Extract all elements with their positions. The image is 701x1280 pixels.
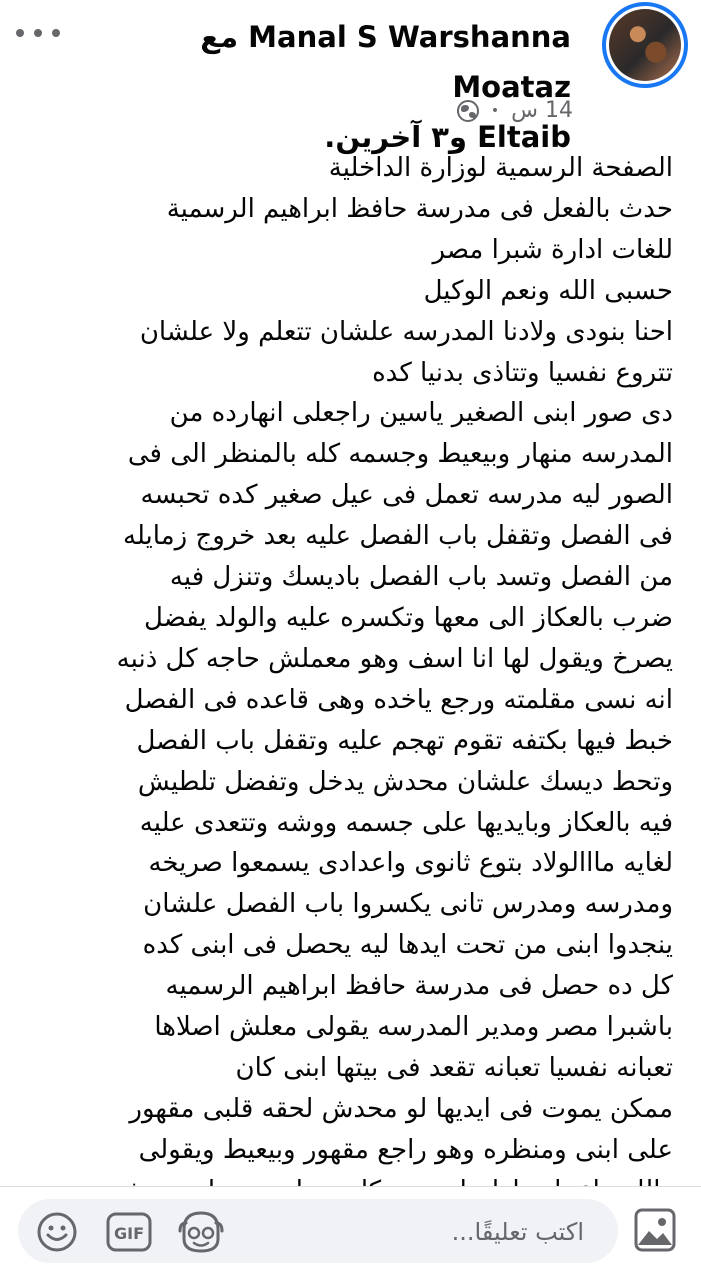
meta-separator: • (490, 102, 500, 119)
gif-icon[interactable] (106, 1211, 152, 1253)
post-line: وتحط ديسك علشان محدش يدخل وتفضل تلطيش (137, 766, 673, 797)
post-line: لغايه مااالولاد بتوع ثانوى واعدادى يسمعوا صريخه (148, 848, 673, 879)
post-line: ممكن يموت فى ايديها لو محدش لحقه قلبى مقهور (129, 1093, 673, 1124)
gif-label: GIF (113, 1224, 145, 1243)
post-line: فيه بالعكاز وبايديها على جسمه ووشه وتتعدى عليه (139, 807, 673, 838)
author-avatar[interactable] (602, 2, 688, 88)
photo-icon[interactable] (631, 1205, 679, 1255)
title-line-1[interactable]: Manal S Warshanna مع Moataz (200, 20, 571, 104)
more-dot-icon (52, 29, 60, 37)
post-line: انه نسى مقلمته ورجع ياخده وهى قاعده فى الفصل (124, 684, 673, 715)
avatar-image (609, 9, 681, 81)
comment-input[interactable] (18, 1199, 618, 1263)
post-line: فى الفصل وتقفل باب الفصل عليه بعد خروج زمايله (123, 521, 673, 552)
comment-placeholder: اكتب تعليقًا... (451, 1218, 584, 1246)
post-line: الصور ليه مدرسه تعمل فى عيل صغير كده تحبسه (140, 480, 673, 511)
post-meta (457, 98, 573, 123)
comment-composer (0, 1187, 701, 1280)
post-line: تتروع نفسيا وتتاذى بدنيا كده (372, 357, 673, 388)
post-line: ومدرسه ومدرس تانى يكسروا باب الفصل علشان (143, 889, 673, 920)
post-line: حدث بالفعل فى مدرسة حافظ ابراهيم الرسمية (166, 193, 673, 224)
post-body (28, 148, 673, 1183)
post-time[interactable]: 14 س (511, 98, 573, 123)
post-line: كل ده حصل فى مدرسة حافظ ابراهيم الرسميه (165, 971, 673, 1002)
post-header (0, 0, 701, 154)
post-text (28, 148, 673, 1212)
post-line: ينجدوا ابنى من تحت ايدها ليه يحصل فى ابنى كده (142, 930, 673, 961)
globe-icon[interactable] (457, 100, 479, 122)
post-line: باشبرا مصر ومدير المدرسه يقولى معلش اصلاها (154, 1012, 673, 1043)
sticker-icon[interactable] (176, 1209, 226, 1255)
more-options-button[interactable] (16, 22, 60, 44)
emoji-icon[interactable] (35, 1210, 79, 1254)
post-line: ضرب بالعكاز الى معها وتكسره عليه والولد يفضل (144, 602, 673, 633)
post-line: تعبانه نفسيا تعبانه تقعد فى بيتها ابنى كان (235, 1052, 673, 1083)
post-line: من الفصل وتسد باب الفصل باديسك وتنزل فيه (169, 562, 673, 593)
post-line: على ابنى ومنظره وهو راجع مقهور وبيعيط ويقولى (138, 1134, 673, 1165)
post-line: الصفحة الرسمية لوزارة الداخلية (328, 153, 673, 183)
post-line: يصرخ ويقول لها انا اسف وهو معملش حاجه كل ذنبه (116, 643, 673, 674)
title-line-2[interactable]: Eltaib و٣ آخرين. (324, 120, 571, 154)
more-dot-icon (34, 29, 42, 37)
more-dot-icon (16, 29, 24, 37)
post-author-title[interactable] (101, 12, 571, 162)
post-line: حسبى الله ونعم الوكيل (423, 275, 673, 306)
post-line: احنا بنودى ولادنا المدرسه علشان تتعلم ولا علشان (139, 316, 673, 347)
post-line: المدرسه منهار وبيعيط وجسمه كله بالمنظر الى فى (127, 439, 673, 470)
post-line: دى صور ابنى الصغير ياسين راجعلى انهارده من (169, 398, 673, 429)
post-line: للغات ادارة شبرا مصر (432, 234, 673, 265)
post-line: خبط فيها بكتفه تقوم تهجم عليه وتقفل باب الفصل (136, 725, 673, 756)
